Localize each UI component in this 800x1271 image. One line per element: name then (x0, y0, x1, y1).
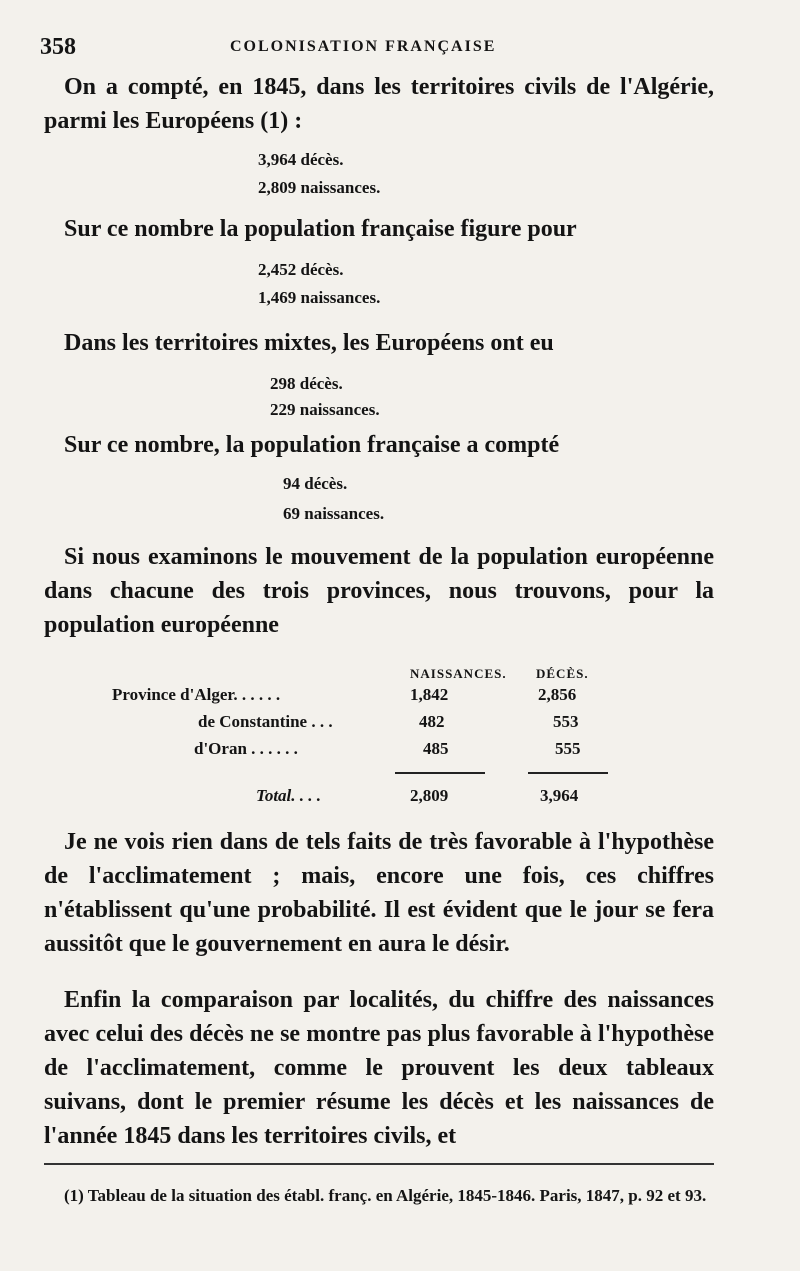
row-deces: 553 (553, 712, 579, 731)
civil-french-deaths: 2,452 décès. (258, 260, 344, 279)
row-label: Province d'Alger. . . . . . (112, 685, 281, 704)
row-naissances: 485 (423, 739, 449, 758)
row-label: de Constantine . . . (198, 712, 333, 731)
row-label: d'Oran . . . . . . (194, 739, 298, 758)
row-deces: 2,856 (538, 685, 577, 704)
col-header-deces: DÉCÈS. (536, 666, 589, 681)
footnote-divider (44, 1163, 714, 1165)
total-rule-deces (528, 772, 608, 774)
mixed-french-deaths: 94 décès. (283, 474, 348, 493)
page-header (40, 34, 720, 58)
col-header-naissances: NAISSANCES. (410, 666, 507, 681)
total-deces: 3,964 (540, 786, 579, 805)
paragraph-2: Sur ce nombre la population française figure pour (64, 216, 577, 242)
paragraph-1: On a compté, en 1845, dans les territoires civils de l'Algérie, parmi les Européens (1) : (44, 74, 714, 134)
row-naissances: 1,842 (410, 685, 449, 704)
mixed-europeans-births: 229 naissances. (270, 400, 380, 419)
paragraph-6: Je ne vois rien dans de tels faits de très favorable à l'hypothèse de l'acclimatement ; mais, encore une fois, ces chiffres n'établissent qu'une probabilité. Il est évident que le jour se fera aussitôt que le gouvernement en aura le désir. (44, 829, 714, 957)
mixed-europeans-deaths: 298 décès. (270, 374, 343, 393)
total-label: Total. . . . (256, 786, 322, 805)
paragraph-7: Enfin la comparaison par localités, du chiffre des naissances avec celui des décès ne se montre pas plus favorable à l'hypothèse de l'acclimatement, comme le prouvent les deux tableaux suivans, dont le premier résume les décès et les naissances de l'année 1845 dans les territoires civils, et (44, 987, 714, 1149)
mixed-french-births: 69 naissances. (283, 504, 385, 523)
civil-europeans-births: 2,809 naissances. (258, 178, 381, 197)
row-deces: 555 (555, 739, 581, 758)
footnote: (1) Tableau de la situation des établ. franç. en Algérie, 1845-1846. Paris, 1847, p. 92 et 93. (64, 1186, 707, 1205)
paragraph-3: Dans les territoires mixtes, les Européens ont eu (64, 330, 554, 356)
total-rule-naissances (395, 772, 485, 774)
paragraph-5: Si nous examinons le mouvement de la population européenne dans chacune des trois provinces, nous trouvons, pour la population européenne (44, 544, 714, 638)
page-number: 358 (40, 34, 76, 60)
civil-french-births: 1,469 naissances. (258, 288, 381, 307)
row-naissances: 482 (419, 712, 445, 731)
civil-europeans-deaths: 3,964 décès. (258, 150, 344, 169)
paragraph-4: Sur ce nombre, la population française a compté (64, 432, 560, 458)
total-naissances: 2,809 (410, 786, 449, 805)
running-title: COLONISATION FRANÇAISE (230, 38, 497, 55)
